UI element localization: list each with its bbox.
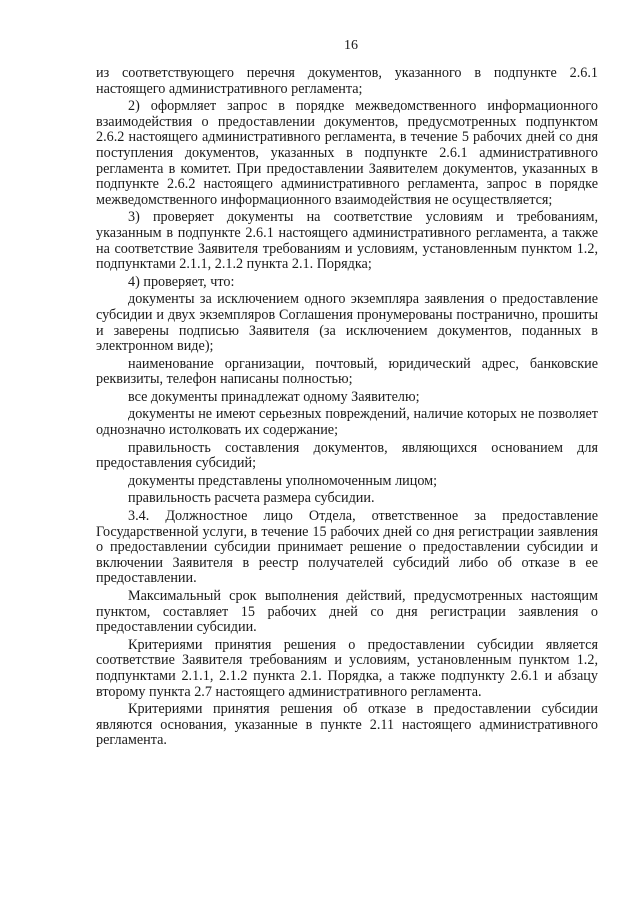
paragraph-max-term: Максимальный срок выполнения действий, предусмотренных настоящим пунктом, составляет 15 рабочих дней со дня регистрации заявления о предоставлении субсидии. [96, 588, 598, 636]
paragraph-item-3: 3) проверяет документы на соответствие условиям и требованиям, указанным в подпункте 2.6.1 настоящего административного регламента, а также на соответствие Заявителя требованиям и условиям, установленным пунктом 1.2, подпунктами 2.1.1, 2.1.2 пункта 2.1. Порядка; [96, 209, 598, 273]
document-body [96, 66, 598, 749]
paragraph-check-correctness: правильность составления документов, являющихся основанием для предоставления субсидий; [96, 439, 598, 472]
paragraph-check-requisites: наименование организации, почтовый, юридический адрес, банковские реквизиты, телефон написаны полностью; [96, 355, 598, 388]
page-number: 16 [344, 38, 358, 53]
paragraph-criteria-grant: Критериями принятия решения о предоставлении субсидии является соответствие Заявителя требованиям и условиям, установленным пунктом 1.2, подпунктами 2.1.1, 2.1.2 пункта 2.1. Порядка, а также подпункту 2.6.1 и абзацу второму пункта 2.7 настоящего административного регламента. [96, 636, 598, 700]
paragraph-continuation: из соответствующего перечня документов, указанного в подпункте 2.6.1 настоящего административного регламента; [96, 65, 598, 97]
paragraph-item-4: 4) проверяет, что: [128, 273, 235, 290]
paragraph-check-numbering: документы за исключением одного экземпляра заявления о предоставление субсидии и двух экземпляров Соглашения пронумерованы постранично, прошиты и заверены подписью Заявителя (за исключением документов, поданных в электронном виде); [96, 291, 598, 355]
paragraph-item-2: 2) оформляет запрос в порядке межведомственного информационного взаимодействия о предоставлении документов, предусмотренных подпунктом 2.6.2 настоящего административного регламента, в течение 5 рабочих дней со дня поступления документов, указанных в подпункте 2.6.1 административного регламента в комитет. При предоставлении Заявителем документов, указанных в подпункте 2.6.2 настоящего административного регламента, запрос в порядке межведомственного информационного взаимодействия не осуществляется; [96, 98, 598, 208]
paragraph-section-3-4: 3.4. Должностное лицо Отдела, ответственное за предоставление Государственной услуги, в течение 15 рабочих дней со дня регистрации заявления о предоставлении субсидии принимает решение о предоставлении субсидии и включении Заявителя в реестр получателей субсидий либо об отказе в ее предоставлении. [96, 508, 598, 587]
paragraph-check-ownership: все документы принадлежат одному Заявителю; [128, 388, 420, 405]
paragraph-check-damage: документы не имеют серьезных повреждений, наличие которых не позволяет однозначно истолковать их содержание; [96, 406, 598, 439]
paragraph-check-calculation: правильность расчета размера субсидии. [128, 490, 375, 507]
paragraph-check-authorized: документы представлены уполномоченным лицом; [128, 472, 438, 489]
paragraph-criteria-refusal: Критериями принятия решения об отказе в предоставлении субсидии являются основания, указанные в пункте 2.11 настоящего административного регламента. [96, 701, 598, 749]
